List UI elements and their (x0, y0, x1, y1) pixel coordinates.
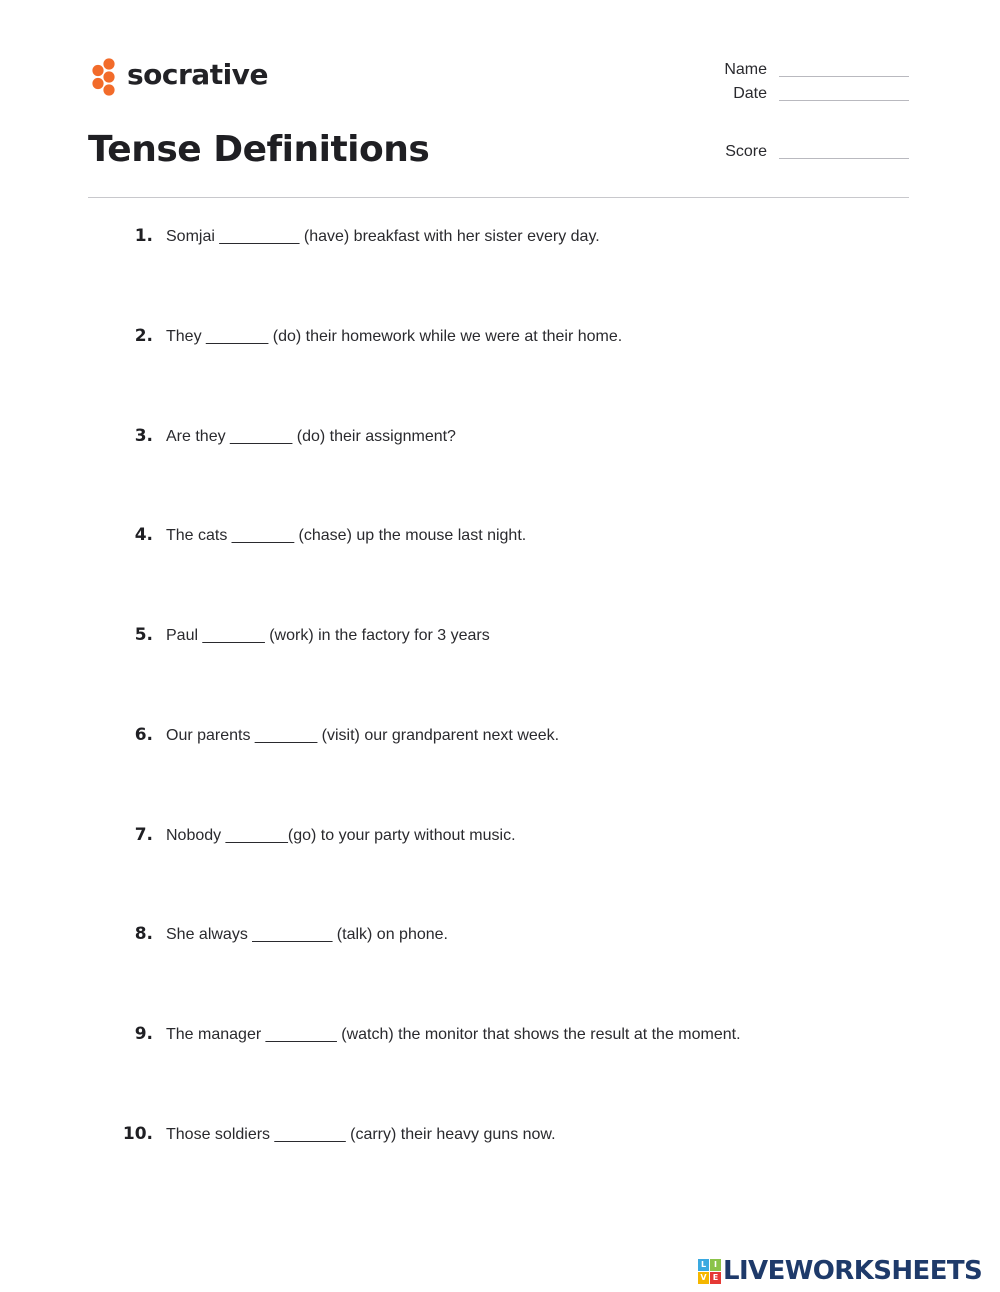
question-number: 7. (134, 825, 153, 845)
question-number: 5. (134, 625, 153, 645)
score-label: Score (725, 143, 767, 160)
score-line[interactable] (779, 158, 909, 159)
question-text: They _______ (do) their homework while we were at their home. (166, 328, 623, 345)
question-item (100, 625, 900, 649)
question-text: The cats _______ (chase) up the mouse last night. (166, 527, 527, 544)
question-item (100, 825, 900, 849)
name-line[interactable] (779, 76, 909, 77)
question-number: 8. (134, 924, 153, 944)
question-text: Are they _______ (do) their assignment? (166, 428, 456, 445)
worksheet-title: Tense Definitions (88, 129, 430, 170)
question-number: 4. (134, 525, 153, 545)
block-letter: V (698, 1272, 709, 1284)
question-number: 9. (134, 1024, 153, 1044)
date-line[interactable] (779, 100, 909, 101)
question-number: 6. (134, 725, 153, 745)
question-item (100, 426, 900, 450)
watermark-text: LIVEWORKSHEETS (723, 1256, 983, 1286)
liveworksheets-blocks-icon (698, 1259, 721, 1284)
question-text: The manager ________ (watch) the monitor that shows the result at the moment. (166, 1026, 741, 1043)
question-item (100, 1124, 900, 1148)
question-item (100, 525, 900, 549)
socrative-hex-dots-icon (88, 57, 120, 97)
name-field[interactable] (690, 62, 909, 78)
question-number: 10. (122, 1124, 153, 1144)
date-label: Date (733, 85, 767, 102)
brand-name: socrative (127, 58, 268, 91)
question-number: 3. (134, 426, 153, 446)
block-letter: I (710, 1259, 721, 1271)
question-item (100, 1024, 900, 1048)
block-letter: E (710, 1272, 721, 1284)
score-field[interactable] (690, 144, 909, 160)
date-field[interactable] (690, 86, 909, 102)
question-text: Those soldiers ________ (carry) their heavy guns now. (166, 1126, 556, 1143)
header-divider (88, 197, 909, 198)
question-item (100, 924, 900, 948)
question-item (100, 725, 900, 749)
question-text: Somjai _________ (have) breakfast with her sister every day. (166, 228, 600, 245)
question-text: Paul _______ (work) in the factory for 3 years (166, 627, 490, 644)
question-item (100, 226, 900, 250)
question-text: She always _________ (talk) on phone. (166, 926, 448, 943)
question-item (100, 326, 900, 350)
question-text: Nobody _______(go) to your party without music. (166, 827, 516, 844)
question-number: 2. (134, 326, 153, 346)
socrative-logo (88, 56, 268, 98)
liveworksheets-watermark[interactable] (698, 1257, 982, 1285)
block-letter: L (698, 1259, 709, 1271)
question-number: 1. (134, 226, 153, 246)
question-text: Our parents _______ (visit) our grandparent next week. (166, 727, 560, 744)
name-label: Name (724, 61, 767, 78)
